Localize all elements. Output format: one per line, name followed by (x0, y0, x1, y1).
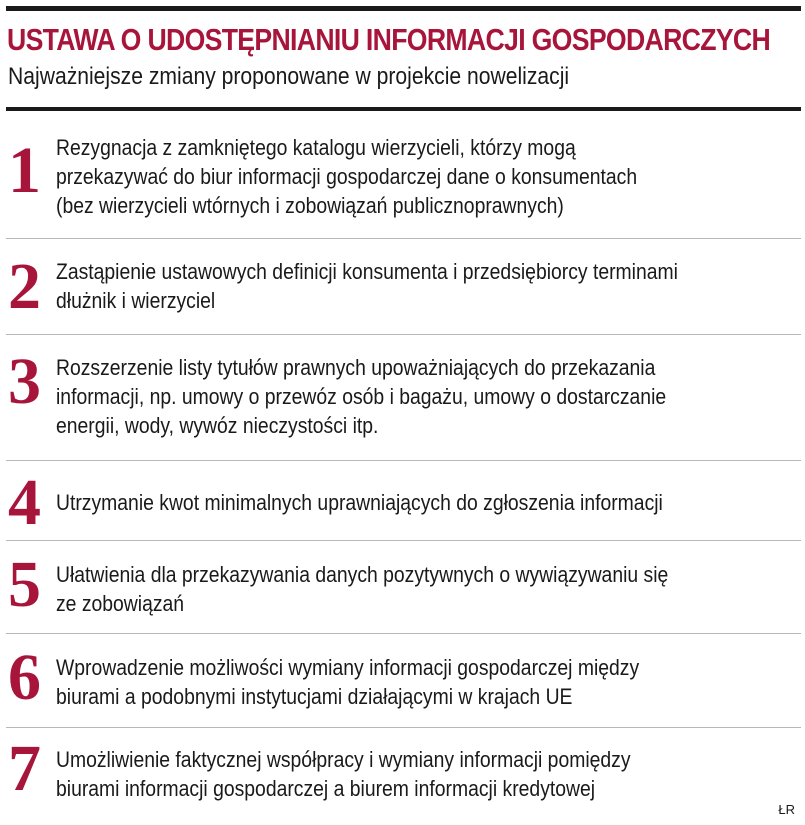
separator (6, 334, 801, 335)
item-4-text (56, 488, 760, 517)
item-1-line-3: (bez wierzycieli wtórnych i zobowiązań publicznoprawnych) (56, 193, 564, 218)
item-5-text (56, 560, 760, 618)
item-3-line-1: Rozszerzenie listy tytułów prawnych upoważniających do przekazania (56, 355, 656, 380)
separator (6, 238, 801, 239)
item-5-number: 5 (8, 548, 41, 621)
item-1-number: 1 (8, 134, 41, 207)
item-1-text (56, 133, 760, 220)
item-7-line-1: Umożliwienie faktycznej współpracy i wymiany informacji pomiędzy (56, 747, 631, 772)
separator (6, 633, 801, 634)
page-title: USTAWA O UDOSTĘPNIANIU INFORMACJI GOSPODARCZYCH (7, 22, 771, 57)
item-5-line-2: ze zobowiązań (56, 591, 185, 616)
item-6-number: 6 (8, 641, 41, 714)
item-2-number: 2 (8, 250, 41, 323)
item-2-line-2: dłużnik i wierzyciel (56, 288, 216, 313)
item-3-text (56, 353, 760, 440)
item-7-text (56, 745, 760, 803)
item-4-number: 4 (8, 466, 41, 539)
item-2-line-1: Zastąpienie ustawowych definicji konsumenta i przedsiębiorcy terminami (56, 259, 678, 284)
item-6-text (56, 653, 760, 711)
item-3-line-3: energii, wody, wywóz nieczystości itp. (56, 413, 379, 438)
item-3-number: 3 (8, 345, 41, 418)
item-6-line-1: Wprowadzenie możliwości wymiany informacji gospodarczej między (56, 655, 640, 680)
page-subtitle: Najważniejsze zmiany proponowane w projekcie nowelizacji (8, 63, 570, 90)
separator (6, 540, 801, 541)
item-4-line-1: Utrzymanie kwot minimalnych uprawniających do zgłoszenia informacji (56, 490, 663, 515)
separator (6, 727, 801, 728)
item-7-line-2: biurami informacji gospodarczej a biurem informacji kredytowej (56, 776, 596, 801)
source-credit: ŁR (778, 802, 795, 817)
item-1-line-1: Rezygnacja z zamkniętego katalogu wierzycieli, którzy mogą (56, 135, 576, 160)
item-2-text (56, 257, 760, 315)
item-5-line-1: Ułatwienia dla przekazywania danych pozytywnych o wywiązywaniu się (56, 562, 669, 587)
item-1-line-2: przekazywać do biur informacji gospodarczej dane o konsumentach (56, 164, 638, 189)
item-7-number: 7 (8, 732, 41, 805)
separator (6, 460, 801, 461)
item-6-line-2: biurami a podobnymi instytucjami działającymi w krajach UE (56, 684, 573, 709)
item-3-line-2: informacji, np. umowy o przewóz osób i bagażu, umowy o dostarczanie (56, 384, 667, 409)
